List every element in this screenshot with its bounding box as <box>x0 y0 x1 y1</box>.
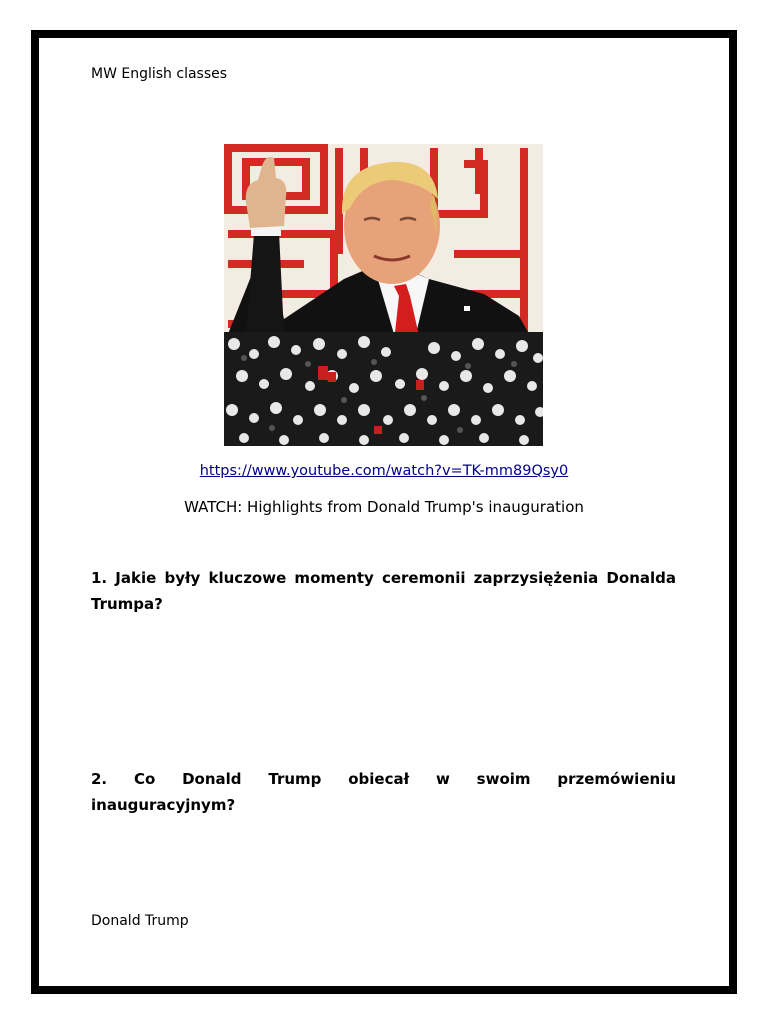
question-1: 1. Jakie były kluczowe momenty ceremonii zaprzysiężenia Donalda Trumpa? <box>91 569 676 613</box>
question-2 <box>91 766 676 818</box>
document-header: MW English classes <box>91 66 228 82</box>
video-caption: WATCH: Highlights from Donald Trump's inauguration <box>184 498 584 516</box>
hero-image <box>224 144 543 446</box>
question-2-line-1: 2. Co Donald Trump obiecał w swoim przemówieniu <box>91 770 676 788</box>
youtube-link[interactable]: https://www.youtube.com/watch?v=TK-mm89Qsy0 <box>199 463 569 479</box>
question-2-line-2: inauguracyjnym? <box>91 796 236 814</box>
document-footer: Donald Trump <box>91 913 189 929</box>
video-link-container <box>0 463 768 479</box>
